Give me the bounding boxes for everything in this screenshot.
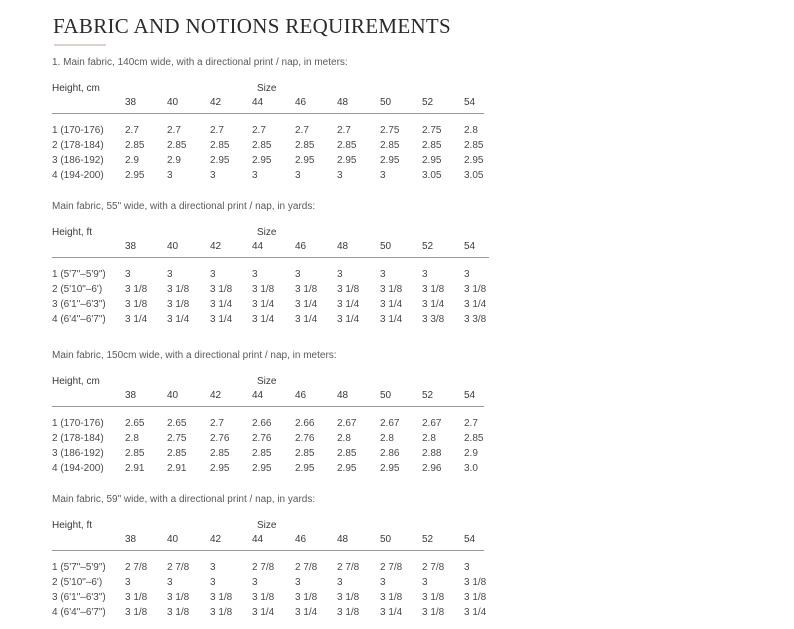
table-cell: 3 bbox=[464, 562, 470, 573]
size-header: 40 bbox=[167, 534, 179, 545]
table-cell: 2.91 bbox=[167, 463, 187, 474]
table-cell: 2 7/8 bbox=[337, 562, 360, 573]
table-cell: 3 1/8 bbox=[337, 607, 360, 618]
table-cell: 3 bbox=[464, 269, 470, 280]
table-cell: 3 1/4 bbox=[210, 314, 233, 325]
size-header: 54 bbox=[464, 241, 476, 252]
table-cell: 2.96 bbox=[422, 463, 442, 474]
size-header: 38 bbox=[125, 97, 137, 108]
table-cell: 3 1/8 bbox=[464, 592, 487, 603]
table-cell: 3 bbox=[210, 170, 216, 181]
header-rule bbox=[52, 550, 484, 551]
table-cell: 2.76 bbox=[210, 433, 230, 444]
row-label: 2 (178-184) bbox=[52, 433, 104, 444]
table-cell: 2.95 bbox=[422, 155, 442, 166]
table-cell: 2.76 bbox=[295, 433, 315, 444]
table-cell: 3 1/4 bbox=[337, 314, 360, 325]
table-cell: 2.85 bbox=[295, 140, 315, 151]
table-cell: 2.8 bbox=[464, 125, 478, 136]
page-title: FABRIC AND NOTIONS REQUIREMENTS bbox=[53, 14, 452, 38]
table-cell: 3.05 bbox=[464, 170, 484, 181]
table-cell: 3 1/4 bbox=[295, 299, 318, 310]
size-header: 52 bbox=[422, 241, 434, 252]
table-cell: 2.95 bbox=[464, 155, 484, 166]
table-cell: 3 bbox=[252, 577, 258, 588]
row-label: 2 (5'10"–6') bbox=[52, 577, 103, 588]
size-header: 48 bbox=[337, 97, 349, 108]
table-cell: 2 7/8 bbox=[422, 562, 445, 573]
table-cell: 2.7 bbox=[210, 125, 224, 136]
table-cell: 3 bbox=[422, 269, 428, 280]
table-cell: 3 1/4 bbox=[252, 299, 275, 310]
table-cell: 3 bbox=[422, 577, 428, 588]
table-cell: 2.66 bbox=[252, 418, 272, 429]
table-cell: 3 1/4 bbox=[125, 314, 148, 325]
size-header: 38 bbox=[125, 390, 137, 401]
table-cell: 3 1/8 bbox=[125, 299, 148, 310]
table-cell: 2.85 bbox=[337, 448, 357, 459]
table-caption: Main fabric, 150cm wide, with a directional print / nap, in meters: bbox=[52, 350, 337, 361]
table-cell: 2.85 bbox=[380, 140, 400, 151]
table-cell: 2.95 bbox=[210, 463, 230, 474]
table-cell: 3 3/8 bbox=[464, 314, 487, 325]
table-cell: 2.85 bbox=[210, 140, 230, 151]
table-cell: 3 bbox=[210, 562, 216, 573]
table-cell: 2.85 bbox=[125, 140, 145, 151]
table-cell: 2.95 bbox=[337, 155, 357, 166]
table-cell: 3 1/8 bbox=[422, 607, 445, 618]
row-label: 3 (186-192) bbox=[52, 155, 104, 166]
table-cell: 2.65 bbox=[167, 418, 187, 429]
size-header: 50 bbox=[380, 241, 392, 252]
size-header: 40 bbox=[167, 390, 179, 401]
table-cell: 2.67 bbox=[337, 418, 357, 429]
header-rule bbox=[52, 257, 489, 258]
table-cell: 2.9 bbox=[125, 155, 139, 166]
size-column-label: Size bbox=[257, 520, 277, 531]
size-header: 50 bbox=[380, 97, 392, 108]
size-header: 42 bbox=[210, 241, 222, 252]
table-cell: 3 1/8 bbox=[252, 592, 275, 603]
size-header: 48 bbox=[337, 241, 349, 252]
table-cell: 2.7 bbox=[125, 125, 139, 136]
table-cell: 2 7/8 bbox=[380, 562, 403, 573]
table-cell: 3 3/8 bbox=[422, 314, 445, 325]
table-cell: 3 bbox=[337, 577, 343, 588]
table-cell: 3 1/8 bbox=[380, 592, 403, 603]
table-cell: 3 1/4 bbox=[167, 314, 190, 325]
table-cell: 2 7/8 bbox=[167, 562, 190, 573]
size-header: 46 bbox=[295, 534, 307, 545]
row-label: 3 (6'1"–6'3") bbox=[52, 299, 106, 310]
table-cell: 2 7/8 bbox=[252, 562, 275, 573]
table-cell: 2.85 bbox=[464, 140, 484, 151]
row-label: 4 (194-200) bbox=[52, 463, 104, 474]
table-cell: 2.7 bbox=[167, 125, 181, 136]
size-column-label: Size bbox=[257, 227, 277, 238]
table-cell: 3 bbox=[252, 269, 258, 280]
table-cell: 2.85 bbox=[210, 448, 230, 459]
table-cell: 3 bbox=[167, 269, 173, 280]
table-cell: 3 bbox=[210, 269, 216, 280]
table-cell: 2.9 bbox=[167, 155, 181, 166]
table-cell: 2.85 bbox=[422, 140, 442, 151]
row-label: 2 (178-184) bbox=[52, 140, 104, 151]
table-cell: 3 1/8 bbox=[295, 592, 318, 603]
table-cell: 2.67 bbox=[380, 418, 400, 429]
table-cell: 3 1/4 bbox=[295, 607, 318, 618]
table-cell: 2.95 bbox=[295, 463, 315, 474]
table-cell: 3 1/8 bbox=[167, 607, 190, 618]
table-cell: 3 bbox=[295, 170, 301, 181]
table-cell: 2.9 bbox=[464, 448, 478, 459]
size-column-label: Size bbox=[257, 376, 277, 387]
header-rule bbox=[52, 113, 484, 114]
size-header: 52 bbox=[422, 97, 434, 108]
height-column-label: Height, cm bbox=[52, 376, 100, 387]
table-cell: 3 bbox=[295, 577, 301, 588]
table-cell: 3 1/8 bbox=[125, 592, 148, 603]
size-header: 50 bbox=[380, 390, 392, 401]
table-cell: 3 bbox=[252, 170, 258, 181]
table-cell: 2.85 bbox=[125, 448, 145, 459]
table-cell: 2.85 bbox=[295, 448, 315, 459]
table-cell: 2.85 bbox=[337, 140, 357, 151]
size-header: 42 bbox=[210, 390, 222, 401]
table-cell: 3 bbox=[380, 269, 386, 280]
size-header: 46 bbox=[295, 97, 307, 108]
table-cell: 2 7/8 bbox=[295, 562, 318, 573]
table-cell: 3 1/8 bbox=[125, 607, 148, 618]
table-cell: 2.95 bbox=[252, 155, 272, 166]
table-cell: 3 1/4 bbox=[380, 607, 403, 618]
table-cell: 2.7 bbox=[464, 418, 478, 429]
table-cell: 2.8 bbox=[422, 433, 436, 444]
size-header: 54 bbox=[464, 534, 476, 545]
size-header: 38 bbox=[125, 241, 137, 252]
fabric-table-section bbox=[52, 201, 492, 326]
fabric-table-section bbox=[52, 350, 492, 475]
table-cell: 2.95 bbox=[252, 463, 272, 474]
table-cell: 2.75 bbox=[167, 433, 187, 444]
table-cell: 3 1/8 bbox=[464, 284, 487, 295]
row-label: 4 (6'4"–6'7") bbox=[52, 314, 106, 325]
table-cell: 2.7 bbox=[295, 125, 309, 136]
size-header: 48 bbox=[337, 534, 349, 545]
row-label: 3 (186-192) bbox=[52, 448, 104, 459]
size-header: 54 bbox=[464, 390, 476, 401]
table-cell: 2.95 bbox=[337, 463, 357, 474]
height-column-label: Height, cm bbox=[52, 83, 100, 94]
size-header: 52 bbox=[422, 534, 434, 545]
title-underline bbox=[54, 44, 106, 46]
table-cell: 3 1/4 bbox=[464, 607, 487, 618]
size-header: 46 bbox=[295, 241, 307, 252]
table-cell: 3 bbox=[337, 170, 343, 181]
table-cell: 3 bbox=[380, 170, 386, 181]
size-header: 44 bbox=[252, 534, 264, 545]
row-label: 4 (194-200) bbox=[52, 170, 104, 181]
table-cell: 2.65 bbox=[125, 418, 145, 429]
table-cell: 3 1/8 bbox=[167, 592, 190, 603]
table-cell: 3 1/4 bbox=[252, 607, 275, 618]
table-cell: 2.91 bbox=[125, 463, 145, 474]
table-cell: 2.95 bbox=[380, 463, 400, 474]
size-header: 48 bbox=[337, 390, 349, 401]
table-cell: 3.05 bbox=[422, 170, 442, 181]
table-cell: 2.85 bbox=[167, 140, 187, 151]
table-caption: Main fabric, 59" wide, with a directional print / nap, in yards: bbox=[52, 494, 316, 505]
table-cell: 3 1/8 bbox=[167, 284, 190, 295]
row-label: 1 (170-176) bbox=[52, 418, 104, 429]
table-cell: 2.95 bbox=[380, 155, 400, 166]
row-label: 1 (5'7"–5'9") bbox=[52, 562, 106, 573]
table-cell: 2 7/8 bbox=[125, 562, 148, 573]
table-cell: 3 1/4 bbox=[380, 314, 403, 325]
table-cell: 3 1/8 bbox=[464, 577, 487, 588]
table-cell: 3 bbox=[337, 269, 343, 280]
table-cell: 2.67 bbox=[422, 418, 442, 429]
row-label: 3 (6'1"–6'3") bbox=[52, 592, 106, 603]
table-cell: 3.0 bbox=[464, 463, 478, 474]
table-cell: 3 1/8 bbox=[252, 284, 275, 295]
table-cell: 3 bbox=[210, 577, 216, 588]
table-cell: 3 bbox=[167, 170, 173, 181]
size-header: 44 bbox=[252, 241, 264, 252]
height-column-label: Height, ft bbox=[52, 520, 93, 531]
table-cell: 2.88 bbox=[422, 448, 442, 459]
table-cell: 3 1/8 bbox=[337, 592, 360, 603]
size-header: 40 bbox=[167, 97, 179, 108]
size-header: 42 bbox=[210, 534, 222, 545]
table-cell: 3 1/8 bbox=[422, 284, 445, 295]
height-column-label: Height, ft bbox=[52, 227, 93, 238]
size-header: 46 bbox=[295, 390, 307, 401]
row-label: 2 (5'10"–6') bbox=[52, 284, 103, 295]
table-cell: 3 1/4 bbox=[210, 299, 233, 310]
size-header: 44 bbox=[252, 390, 264, 401]
size-header: 44 bbox=[252, 97, 264, 108]
size-header: 40 bbox=[167, 241, 179, 252]
table-cell: 2.85 bbox=[464, 433, 484, 444]
size-header: 38 bbox=[125, 534, 137, 545]
table-cell: 2.75 bbox=[422, 125, 442, 136]
table-cell: 2.85 bbox=[252, 140, 272, 151]
table-cell: 3 1/8 bbox=[210, 592, 233, 603]
table-cell: 3 bbox=[125, 577, 131, 588]
table-cell: 2.76 bbox=[252, 433, 272, 444]
table-cell: 2.85 bbox=[252, 448, 272, 459]
size-header: 42 bbox=[210, 97, 222, 108]
table-cell: 2.86 bbox=[380, 448, 400, 459]
table-cell: 2.85 bbox=[167, 448, 187, 459]
size-header: 50 bbox=[380, 534, 392, 545]
fabric-table-section bbox=[52, 57, 492, 182]
size-column-label: Size bbox=[257, 83, 277, 94]
table-cell: 3 1/4 bbox=[464, 299, 487, 310]
table-cell: 3 1/4 bbox=[337, 299, 360, 310]
table-cell: 3 1/4 bbox=[422, 299, 445, 310]
table-cell: 3 1/8 bbox=[167, 299, 190, 310]
table-cell: 3 bbox=[125, 269, 131, 280]
table-cell: 2.7 bbox=[210, 418, 224, 429]
table-cell: 3 1/4 bbox=[380, 299, 403, 310]
table-cell: 3 bbox=[380, 577, 386, 588]
table-cell: 2.8 bbox=[380, 433, 394, 444]
table-cell: 2.66 bbox=[295, 418, 315, 429]
table-cell: 2.7 bbox=[252, 125, 266, 136]
table-cell: 3 1/8 bbox=[210, 607, 233, 618]
table-cell: 3 1/4 bbox=[252, 314, 275, 325]
row-label: 1 (5'7"–5'9") bbox=[52, 269, 106, 280]
table-cell: 2.95 bbox=[125, 170, 145, 181]
table-cell: 3 1/8 bbox=[210, 284, 233, 295]
table-cell: 3 1/8 bbox=[380, 284, 403, 295]
table-cell: 2.8 bbox=[125, 433, 139, 444]
fabric-table-section bbox=[52, 494, 492, 619]
table-cell: 3 1/8 bbox=[295, 284, 318, 295]
table-cell: 2.7 bbox=[337, 125, 351, 136]
table-cell: 3 1/4 bbox=[295, 314, 318, 325]
table-cell: 2.95 bbox=[295, 155, 315, 166]
table-cell: 3 1/8 bbox=[422, 592, 445, 603]
table-caption: Main fabric, 55" wide, with a directional print / nap, in yards: bbox=[52, 201, 316, 212]
table-cell: 2.8 bbox=[337, 433, 351, 444]
table-cell: 2.75 bbox=[380, 125, 400, 136]
row-label: 4 (6'4"–6'7") bbox=[52, 607, 106, 618]
row-label: 1 (170-176) bbox=[52, 125, 104, 136]
table-cell: 3 1/8 bbox=[125, 284, 148, 295]
table-cell: 3 bbox=[295, 269, 301, 280]
size-header: 52 bbox=[422, 390, 434, 401]
table-caption: 1. Main fabric, 140cm wide, with a directional print / nap, in meters: bbox=[52, 57, 348, 68]
table-cell: 3 1/8 bbox=[337, 284, 360, 295]
table-cell: 2.95 bbox=[210, 155, 230, 166]
table-cell: 3 bbox=[167, 577, 173, 588]
size-header: 54 bbox=[464, 97, 476, 108]
header-rule bbox=[52, 406, 484, 407]
